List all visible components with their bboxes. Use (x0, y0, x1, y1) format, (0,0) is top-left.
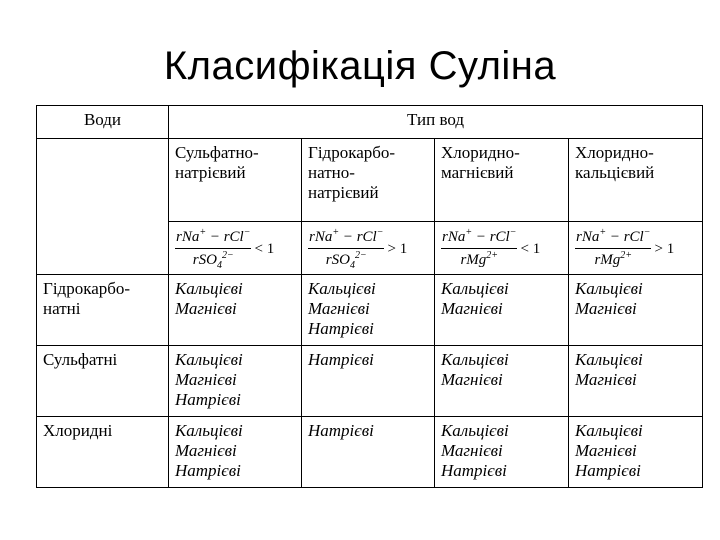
sulin-classification-table (36, 105, 703, 488)
table-cell: Кальцієві Магнієві Натрієві (169, 417, 302, 488)
table-cell: Кальцієві Магнієві (435, 346, 569, 417)
type-line: Хлоридно- (441, 143, 520, 162)
row-label: Сульфатні (37, 346, 169, 417)
formula-cell (569, 222, 703, 275)
type-line: магнієвий (441, 163, 514, 182)
formula: $\frac{rNa^+ - rCl^-}{rMg^{2+}}$ > 1 (576, 227, 675, 268)
type-cell-chloride-calcium (569, 139, 703, 222)
table-cell: Кальцієві Магнієві Натрієві (302, 275, 435, 346)
table-cell: Натрієві (302, 346, 435, 417)
empty-corner-cell (37, 139, 169, 275)
type-line: натрієвий (308, 183, 379, 202)
formula-cell (169, 222, 302, 275)
type-cell-bicarbonate-sodium (302, 139, 435, 222)
type-cell-chloride-magnesium (435, 139, 569, 222)
type-line: натно- (308, 163, 355, 182)
table-cell: Натрієві (302, 417, 435, 488)
header-row (37, 106, 703, 139)
table-cell: Кальцієві Магнієві Натрієві (169, 346, 302, 417)
type-line: Гідрокарбо- (308, 143, 396, 162)
formula: $\frac{rNa^+ - rCl^-}{rMg^{2+}}$ < 1 (442, 227, 541, 268)
table-cell: Кальцієві Магнієві (169, 275, 302, 346)
table-cell: Кальцієві Магнієві Натрієві (435, 417, 569, 488)
formula-cell (435, 222, 569, 275)
type-line: натрієвий (175, 163, 246, 182)
type-line: Хлоридно- (575, 143, 654, 162)
formula: $\frac{rNa^+ - rCl^-}{rSO_4^{2-}}$ > 1 (309, 227, 408, 271)
waters-header: Води (37, 106, 169, 139)
table-row-chloride (37, 417, 703, 488)
table-row-sulfate (37, 346, 703, 417)
type-names-row (37, 139, 703, 222)
formula: $\frac{rNa^+ - rCl^-}{rSO_4^{2-}}$ < 1 (176, 227, 275, 271)
type-cell-sulfate-sodium (169, 139, 302, 222)
table-cell: Кальцієві Магнієві (569, 346, 703, 417)
page-title: Класифікація Суліна (163, 44, 557, 88)
table-cell: Кальцієві Магнієві (569, 275, 703, 346)
table-cell: Кальцієві Магнієві Натрієві (569, 417, 703, 488)
type-line: Сульфатно- (175, 143, 259, 162)
table-cell: Кальцієві Магнієві (435, 275, 569, 346)
formula-cell (302, 222, 435, 275)
row-label: Гідрокарбо- натні (37, 275, 169, 346)
types-header: Тип вод (169, 106, 703, 139)
row-label: Хлоридні (37, 417, 169, 488)
table-row-bicarbonate (37, 275, 703, 346)
type-line: кальцієвий (575, 163, 655, 182)
